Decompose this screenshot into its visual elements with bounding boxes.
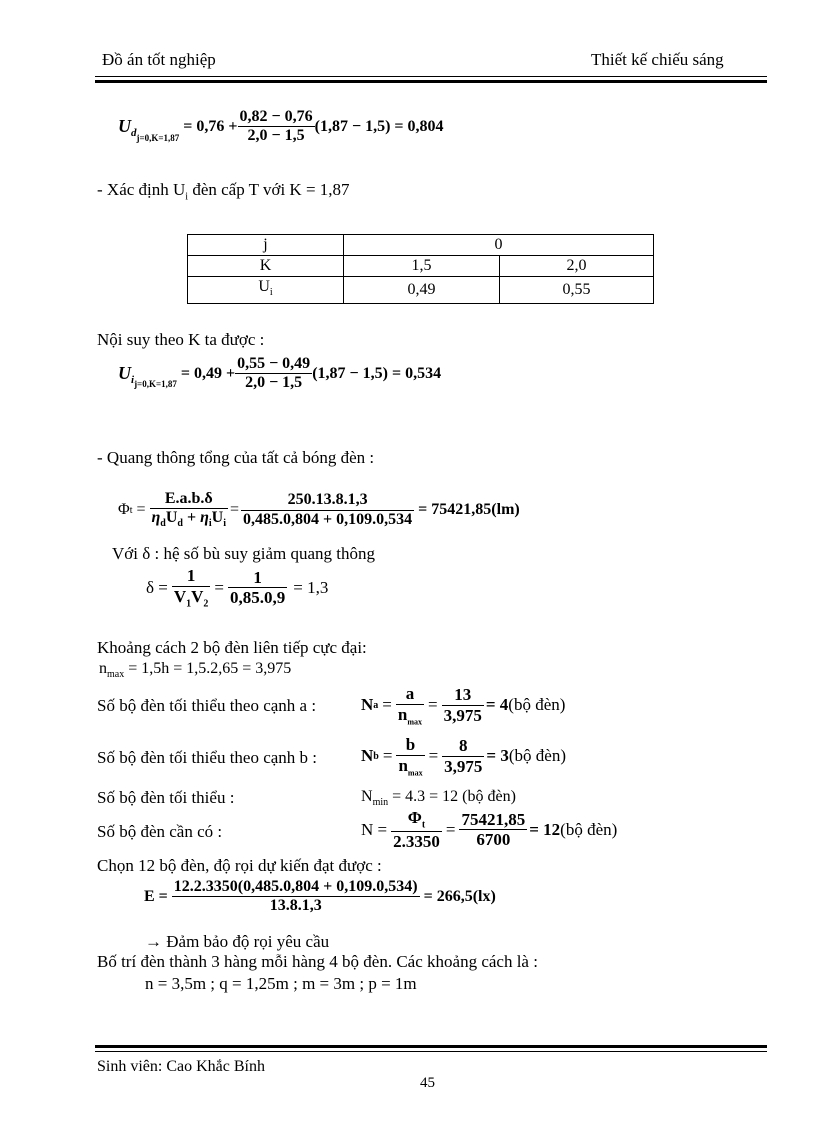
text-flux-title: - Quang thông tổng của tất cả bóng đèn :: [97, 448, 375, 467]
equation-flux: Φ t = $\frac{E.a.b.\delta}{\eta_dU_d + \eta_iU_i}$ = $\frac{250.13.8.1,3}{0,485.0,804 + 0,109.0,534}$ = 75421,85(lm): [118, 490, 520, 530]
fraction-ui: $\frac{0,55 - 0,49}{2,0 - 1,5}$: [237, 355, 311, 392]
text-choose: Chọn 12 bộ đèn, độ rọi dự kiến đạt được :: [97, 856, 382, 875]
equation-nb: N b = $\frac{b}{n_{max}}$ = $\frac{8}{3,975}$ = 3 (bộ đèn): [361, 735, 566, 777]
fraction-delta-1: $\frac{1}{V_1V_2}$: [173, 566, 209, 609]
text-interpolation: Nội suy theo K ta được :: [97, 330, 265, 349]
header-left-title: Đồ án tốt nghiệp: [102, 50, 216, 69]
utilization-table: [187, 234, 654, 304]
footer-rule-thick: [95, 1045, 767, 1048]
text-ensure: → Đảm bảo độ rọi yêu cầu: [145, 932, 330, 951]
text-spacing-title: Khoảng cách 2 bộ đèn liên tiếp cực đại:: [97, 638, 367, 657]
equation-ud: U d j=0,K=1,87 = 0,76 + $\frac{0,82 - 0,76}{2,0 - 1,5}$ (1,87 − 1,5) = 0,804: [118, 108, 444, 145]
text-layout: Bố trí đèn thành 3 hàng mỗi hàng 4 bộ đèn. Các khoảng cách là :: [97, 952, 538, 971]
header-rule-thin: [95, 76, 767, 77]
page-number: 45: [420, 1075, 435, 1091]
equation-na: N a = $\frac{a}{n_{max}}$ = $\frac{13}{3,975}$ = 4 (bộ đèn): [361, 684, 566, 726]
text-delta: Với δ : hệ số bù suy giảm quang thông: [112, 544, 376, 563]
table-row: $U_i$ 0,49 0,55: [188, 277, 654, 304]
fraction-flux-2: $\frac{250.13.8.1,3}{0,485.0,804 + 0,109.0,534}$: [243, 491, 413, 528]
footer-rule-thin: [95, 1051, 767, 1052]
text-determine-ui: - Xác định $U_i$ đèn cấp T với K = 1,87: [97, 180, 350, 203]
text-na-label: Số bộ đèn tối thiểu theo cạnh a :: [97, 696, 317, 715]
equation-nmin: $N_{min} = 4.3 = 12$ (bộ đèn): [361, 788, 516, 809]
equation-e: E = $\frac{12.2.3350(0,485.0,804 + 0,109.0,534)}{13.8.1,3}$ = 266,5(lx): [144, 878, 496, 915]
fraction-ud: $\frac{0,82 - 0,76}{2,0 - 1,5}$: [239, 108, 313, 145]
equation-ui: U i j=0,K=1,87 = 0,49 + $\frac{0,55 - 0,49}{2,0 - 1,5}$ (1,87 − 1,5) = 0,534: [118, 355, 442, 392]
fraction-delta-2: $\frac{1}{0,85.0,9}$: [230, 567, 286, 608]
table-row: j 0: [188, 235, 654, 256]
header-rule-thick: [95, 80, 767, 83]
text-nmax: $n_{max} = 1,5h = 1,5.2,65 = 3,975$: [99, 660, 292, 681]
text-nb-label: Số bộ đèn tối thiểu theo cạnh b :: [97, 748, 318, 767]
text-dimensions: n = 3,5m ; q = 1,25m ; m = 3m ; p = 1m: [145, 974, 417, 993]
fraction-flux-1: $\frac{E.a.b.\delta}{\eta_dU_d + \eta_iU_i}$: [151, 490, 227, 530]
equation-nneed: N = $\frac{\Phi_t}{2.3350}$ = $\frac{75421,85}{6700}$ = 12 (bộ đèn): [361, 808, 618, 851]
header-right-title: Thiết kế chiếu sáng: [591, 50, 724, 69]
footer-student: Sinh viên: Cao Khắc Bính: [97, 1058, 265, 1075]
table-row: K 1,5 2,0: [188, 256, 654, 277]
equation-delta: δ = $\frac{1}{V_1V_2}$ = $\frac{1}{0,85.0,9}$ = 1,3: [146, 566, 329, 609]
text-nmin-label: Số bộ đèn tối thiểu :: [97, 788, 235, 807]
text-nneed-label: Số bộ đèn cần có :: [97, 822, 223, 841]
